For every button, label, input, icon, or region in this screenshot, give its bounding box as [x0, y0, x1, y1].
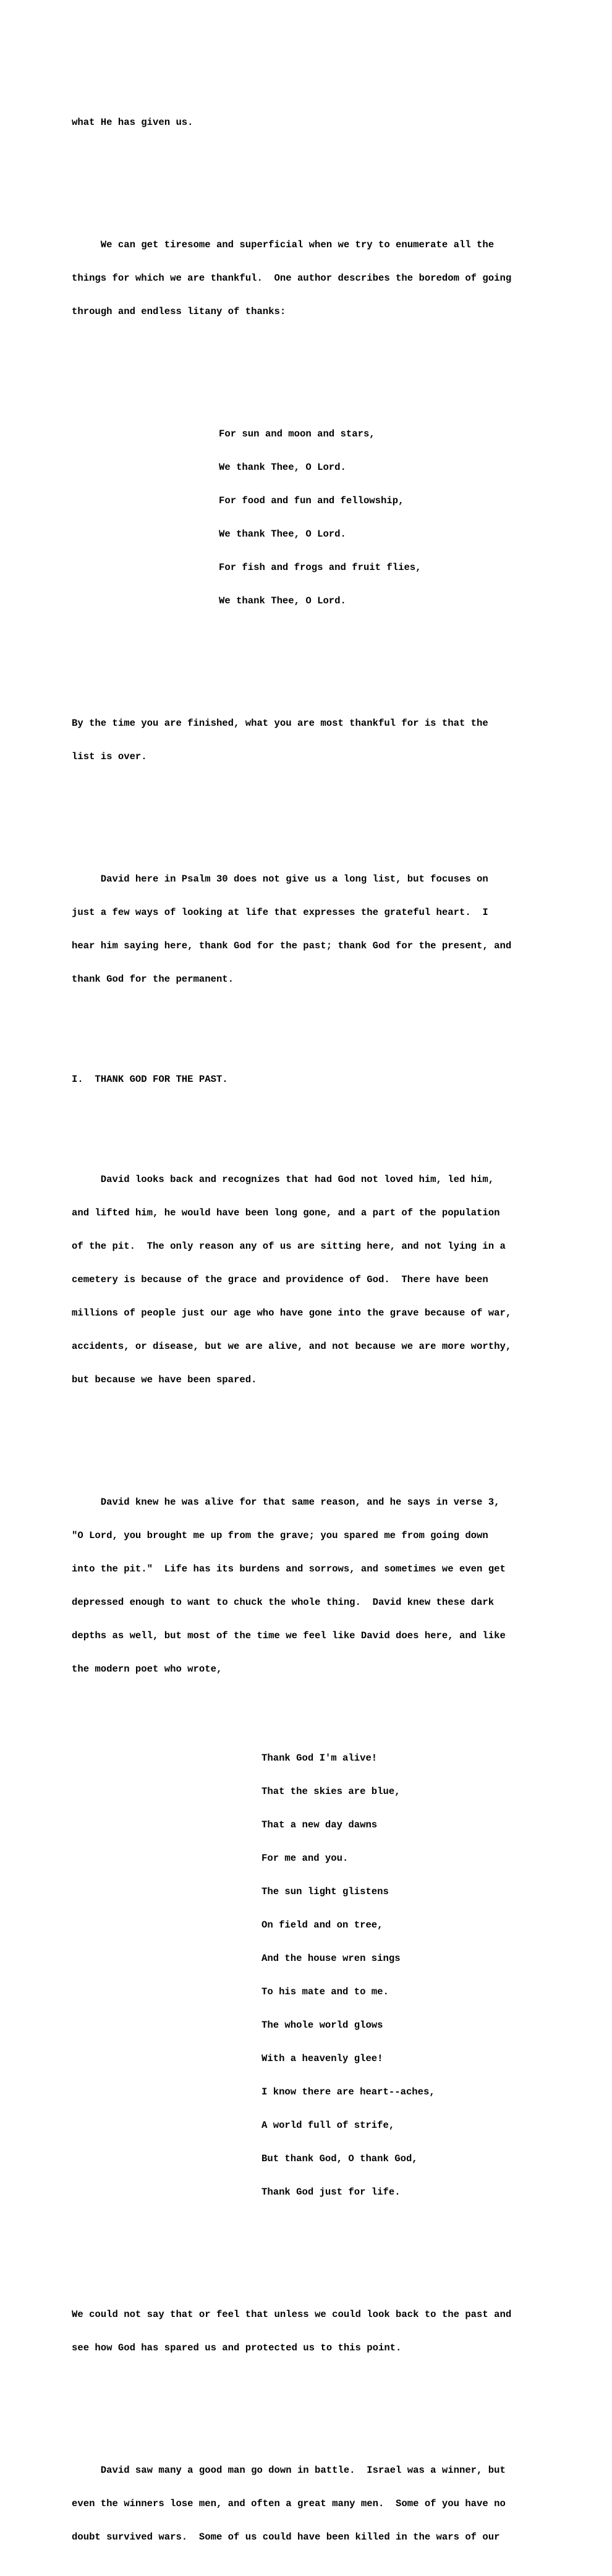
- paragraph-1: [72, 217, 566, 339]
- text-line: David saw many a good man go down in battle. Israel was a winner, but: [72, 2465, 506, 2476]
- paragraph-5: [72, 1474, 566, 1697]
- poem-line: The sun light glistens: [261, 1886, 389, 1897]
- poem-line: That a new day dawns: [261, 1819, 378, 1830]
- paragraph-7: [72, 2442, 566, 2565]
- poem-line: I know there are heart--aches,: [261, 2086, 435, 2098]
- text-line: David here in Psalm 30 does not give us a long list, but focuses on: [72, 874, 488, 885]
- document-page: [72, 72, 566, 2576]
- poem-line: But thank God, O thank God,: [261, 2153, 418, 2164]
- paragraph-3: [72, 851, 566, 1007]
- poem-line: We thank Thee, O Lord.: [219, 595, 346, 606]
- text-line: things for which we are thankful. One author describes the boredom of going: [72, 273, 512, 284]
- text-line: By the time you are finished, what you are most thankful for is that the: [72, 718, 488, 729]
- poem-line: Thank God I'm alive!: [261, 1753, 378, 1764]
- poem-line: To his mate and to me.: [261, 1986, 389, 1997]
- paragraph-gap: [72, 807, 566, 818]
- paragraph-gap: [72, 1029, 566, 1040]
- text-line: what He has given us.: [72, 117, 193, 128]
- paragraph-gap: [72, 1107, 566, 1118]
- paragraph-4: [72, 1152, 566, 1408]
- text-line: We could not say that or feel that unless we could look back to the past and: [72, 2309, 512, 2320]
- paragraph-gap: [72, 2398, 566, 2409]
- poem-line: For sun and moon and stars,: [219, 428, 375, 440]
- poem-line: Thank God just for life.: [261, 2187, 401, 2198]
- poem-line: For food and fun and fellowship,: [219, 495, 404, 506]
- text-line: through and endless litany of thanks:: [72, 306, 286, 317]
- text-line: depressed enough to want to chuck the whole thing. David knew these dark: [72, 1597, 495, 1608]
- text-line: cemetery is because of the grace and providence of God. There have been: [72, 1274, 488, 1285]
- paragraph-gap: [72, 651, 566, 662]
- opening-text: [72, 95, 566, 150]
- text-line: thank God for the permanent.: [72, 974, 234, 985]
- text-line: David looks back and recognizes that had God not loved him, led him,: [72, 1174, 495, 1185]
- paragraph-gap: [72, 362, 566, 373]
- paragraph-gap: [72, 172, 566, 184]
- section-heading: I. THANK GOD FOR THE PAST.: [72, 1074, 228, 1085]
- text-line: even the winners lose men, and often a great many men. Some of you have no: [72, 2498, 506, 2509]
- poem-line: And the house wren sings: [261, 1953, 401, 1964]
- paragraph-2: [72, 695, 566, 784]
- text-line: just a few ways of looking at life that expresses the grateful heart. I: [72, 907, 488, 918]
- paragraph-gap: [72, 2242, 566, 2253]
- text-line: into the pit." Life has its burdens and sorrows, and sometimes we even get: [72, 1563, 506, 1575]
- text-line: millions of people just our age who have gone into the grave because of war,: [72, 1307, 512, 1319]
- text-line: doubt survived wars. Some of us could have been killed in the wars of our: [72, 2531, 500, 2543]
- litany-poem: [72, 406, 566, 629]
- text-line: see how God has spared us and protected us to this point.: [72, 2342, 402, 2353]
- text-line: accidents, or disease, but we are alive, and not because we are more worthy,: [72, 1341, 512, 1352]
- poem-line: With a heavenly glee!: [261, 2053, 383, 2064]
- text-line: and lifted him, he would have been long gone, and a part of the population: [72, 1207, 500, 1218]
- text-line: of the pit. The only reason any of us are sitting here, and not lying in a: [72, 1241, 506, 1252]
- poem-line: For me and you.: [261, 1853, 349, 1864]
- poem-line: We thank Thee, O Lord.: [219, 529, 346, 540]
- poem-line: For fish and frogs and fruit flies,: [219, 562, 422, 573]
- text-line: depths as well, but most of the time we feel like David does here, and like: [72, 1630, 506, 1641]
- text-line: list is over.: [72, 751, 147, 762]
- poem-line: The whole world glows: [261, 2020, 383, 2031]
- poem-line: That the skies are blue,: [261, 1786, 401, 1797]
- text-line: but because we have been spared.: [72, 1374, 257, 1385]
- paragraph-6: [72, 2287, 566, 2376]
- modern-poem: [72, 1730, 566, 2220]
- text-line: We can get tiresome and superficial when we try to enumerate all the: [72, 239, 495, 250]
- poem-line: We thank Thee, O Lord.: [219, 462, 346, 473]
- text-line: David knew he was alive for that same reason, and he says in verse 3,: [72, 1497, 500, 1508]
- text-line: the modern poet who wrote,: [72, 1664, 223, 1675]
- text-line: hear him saying here, thank God for the past; thank God for the present, and: [72, 940, 512, 951]
- poem-line: On field and on tree,: [261, 1919, 383, 1931]
- poem-line: A world full of strife,: [261, 2120, 395, 2131]
- paragraph-gap: [72, 1430, 566, 1441]
- text-line: "O Lord, you brought me up from the grave; you spared me from going down: [72, 1530, 488, 1541]
